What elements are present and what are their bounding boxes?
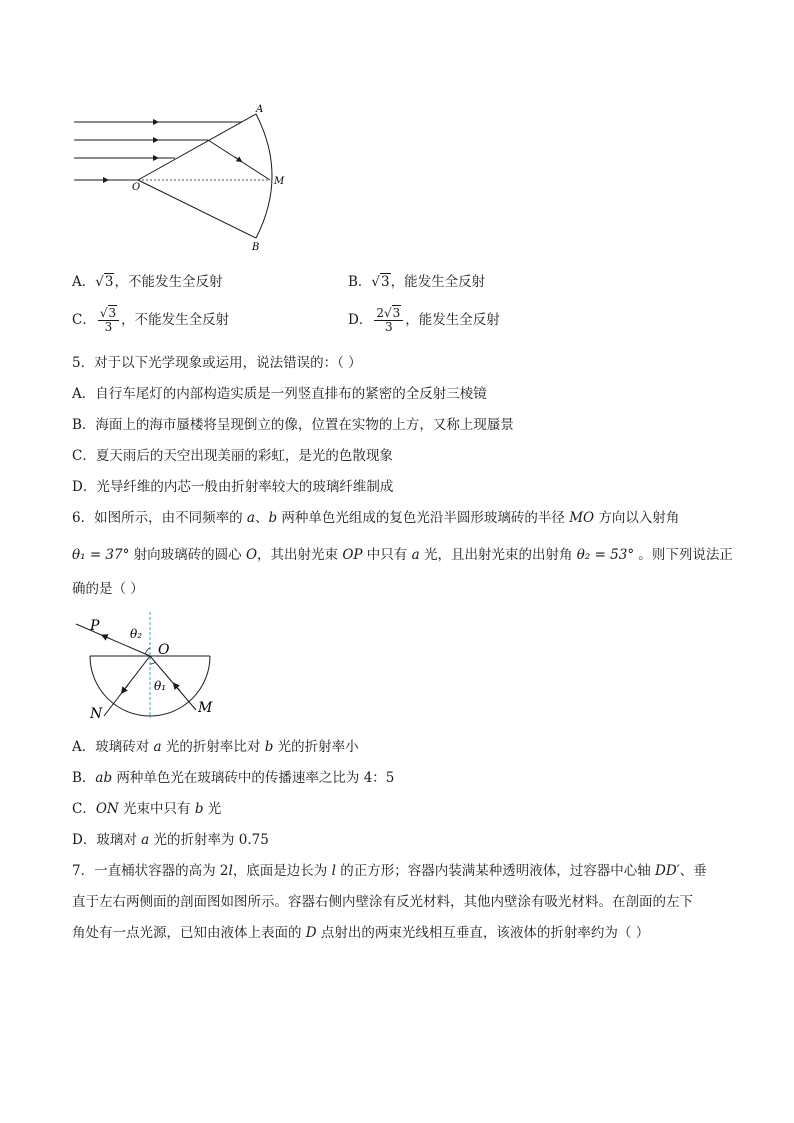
label-P: P <box>90 618 100 634</box>
label-theta2: θ₂ <box>130 627 143 641</box>
q6-stem-line1: 6．如图所示，由不同频率的 a、b 两种单色光组成的复色光沿半圆形玻璃砖的半径 MO 方向以入射角 <box>72 510 680 526</box>
q6-option-a: A．玻璃砖对 a 光的折射率比对 b 光的折射率小 <box>72 739 359 755</box>
q6-option-c: C．ON 光束中只有 b 光 <box>72 801 222 817</box>
q4-option-b: B．√3，能发生全反射 <box>348 274 486 290</box>
q6-option-b: B．ab 两种单色光在玻璃砖中的传播速率之比为 4：5 <box>72 770 395 786</box>
q7-stem-line2: 直于左右两侧面的剖面图如图所示。容器右侧内壁涂有反光材料，其他内壁涂有吸光材料。在剖面的左下 <box>72 894 693 910</box>
label-M: M <box>274 176 285 187</box>
fraction-d: $\frac{2√3}{3}$ <box>374 307 403 334</box>
q5-stem: 5．对于以下光学现象或运用，说法错误的：（ ） <box>72 355 362 371</box>
label-O: O <box>132 182 141 193</box>
q7-stem-line3: 角处有一点光源，已知由液体上表面的 D 点射出的两束光线相互垂直，该液体的折射率约为（ ） <box>72 925 650 941</box>
q6-stem-line2: θ₁ = 37° 射向玻璃砖的圆心 O，其出射光束 OP 中只有 a 光，且出射光束的出射角 θ₂ = 53° 。则下列说法正 <box>72 547 733 563</box>
q5-option-a: A．自行车尾灯的内部构造实质是一列竖直排布的紧密的全反射三棱镜 <box>72 386 487 402</box>
figure-semicircle-glass <box>70 610 230 722</box>
label-N: N <box>90 706 103 722</box>
q5-option-d: D．光导纤维的内芯一般由折射率较大的玻璃纤维制成 <box>72 479 394 495</box>
label-O-fig2: O <box>158 642 170 658</box>
q4-option-a: A．√3，不能发生全反射 <box>72 274 223 290</box>
label-A: A <box>256 104 264 115</box>
q6-stem-line3: 确的是（ ） <box>72 581 144 597</box>
q5-option-b: B．海面上的海市蜃楼将呈现倒立的像，位置在实物的上方，又称上现蜃景 <box>72 417 514 433</box>
label-M-fig2: M <box>198 700 213 716</box>
label-B: B <box>252 242 260 253</box>
q5-option-c: C．夏天雨后的天空出现美丽的彩虹，是光的色散现象 <box>72 448 393 464</box>
fraction-c: $\frac{√3}{3}$ <box>98 307 119 334</box>
q4-option-d: D． $\frac{2√3}{3}$ ，能发生全反射 <box>348 306 500 334</box>
label-theta1: θ₁ <box>154 679 167 693</box>
q7-stem-line1: 7．一直桶状容器的高为 2l，底面是边长为 l 的正方形；容器内装满某种透明液体，过容器中心轴 DD′、垂 <box>72 863 707 879</box>
figure-sector-rays <box>70 100 300 255</box>
q4-option-c: C． $\frac{√3}{3}$ ，不能发生全反射 <box>72 306 230 334</box>
q6-option-d: D．玻璃对 a 光的折射率为 0.75 <box>72 832 269 848</box>
